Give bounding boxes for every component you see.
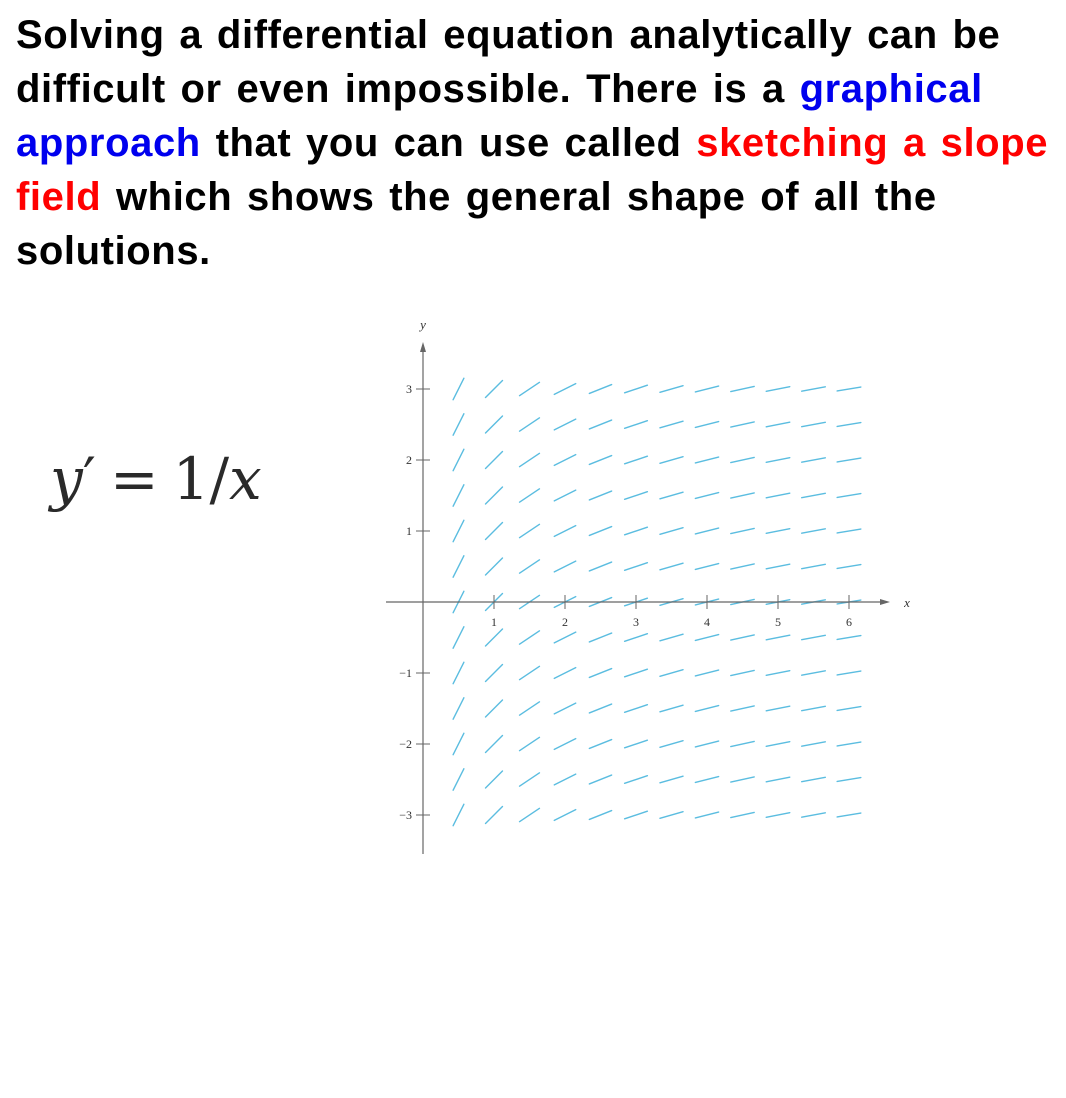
slope-segment — [766, 671, 790, 676]
slope-segment — [802, 458, 826, 462]
slope-segment — [660, 705, 683, 712]
slope-segment — [625, 634, 648, 642]
slope-segment — [695, 812, 718, 818]
slope-segment — [520, 702, 540, 715]
slope-segment — [802, 742, 826, 746]
slope-segment — [766, 387, 790, 392]
slope-segment — [520, 808, 540, 821]
slope-segment — [589, 811, 611, 820]
equation-prime: ′ — [82, 445, 96, 513]
slope-segment — [589, 704, 611, 713]
equation-rhs — [173, 445, 262, 513]
slope-segment — [731, 422, 754, 427]
y-tick-label: 3 — [406, 382, 412, 396]
slope-segment — [453, 449, 464, 470]
slope-segment — [554, 490, 575, 501]
intro-sentence-1: Solving a differential equation analytically can be difficult or even impossible. — [16, 13, 1001, 111]
intro-paragraph — [16, 8, 1056, 278]
y-axis-label: y — [420, 317, 426, 332]
slope-segment — [837, 671, 861, 675]
equation-operator: = — [109, 445, 159, 513]
slope-segment — [486, 700, 503, 717]
slope-segment — [625, 563, 648, 571]
slope-segment — [589, 491, 611, 500]
slope-segment — [554, 739, 575, 750]
slope-segment — [660, 776, 683, 783]
slope-segment — [837, 494, 861, 498]
slope-field-chart — [380, 312, 940, 862]
slope-segment — [802, 635, 826, 639]
slope-segment — [731, 457, 754, 462]
slope-segment — [589, 456, 611, 465]
slope-segment — [625, 705, 648, 713]
slope-segment — [660, 492, 683, 499]
slope-segment — [660, 812, 683, 819]
slope-segment — [554, 632, 575, 643]
slope-segment — [486, 558, 503, 575]
slope-segment — [625, 669, 648, 677]
differential-equation — [50, 444, 262, 514]
slope-segment — [625, 527, 648, 535]
slope-segment — [625, 456, 648, 464]
slope-segment — [453, 627, 464, 648]
slope-segment — [453, 378, 464, 399]
slope-segment — [766, 742, 790, 747]
slope-segment — [520, 631, 540, 644]
slope-segment — [453, 698, 464, 719]
slope-segment — [837, 458, 861, 462]
slope-segment — [731, 706, 754, 711]
slope-segment — [520, 666, 540, 679]
slope-segment — [486, 736, 503, 753]
intro-sentence-2-middle: that you can use called — [215, 121, 682, 165]
slope-segment — [766, 529, 790, 534]
slope-segment — [625, 421, 648, 429]
slope-segment — [731, 777, 754, 782]
slope-segment — [766, 813, 790, 818]
slope-segment — [486, 807, 503, 824]
slope-segment — [802, 706, 826, 710]
slope-segment — [731, 812, 754, 817]
slope-segment — [802, 564, 826, 568]
intro-sentence-2-end: which shows the general shape of all the solutions. — [16, 175, 937, 273]
y-axis-arrow — [420, 342, 426, 352]
slope-segment — [520, 489, 540, 502]
slope-segment — [625, 385, 648, 393]
equation-rhs-numerator: 1/ — [172, 445, 230, 513]
slope-segment — [660, 386, 683, 393]
x-tick-label: 5 — [775, 615, 781, 629]
slope-segment — [453, 804, 464, 825]
slope-segment — [837, 565, 861, 569]
slope-segment — [554, 774, 575, 785]
slope-segment — [731, 528, 754, 533]
slope-segment — [695, 457, 718, 463]
slope-segment — [695, 422, 718, 428]
slope-segment — [802, 529, 826, 533]
slope-segment — [486, 665, 503, 682]
slope-segment — [695, 386, 718, 392]
slope-segment — [589, 527, 611, 536]
slope-segment — [802, 422, 826, 426]
slope-segment — [766, 458, 790, 463]
y-tick-label: −1 — [399, 666, 412, 680]
slope-segment — [486, 416, 503, 433]
y-tick-label: 2 — [406, 453, 412, 467]
slope-segment — [695, 670, 718, 676]
slope-segment — [837, 529, 861, 533]
x-tick-label: 6 — [846, 615, 852, 629]
slope-segment — [766, 493, 790, 498]
slope-segment — [554, 419, 575, 430]
slope-segment — [625, 492, 648, 500]
slope-segment — [695, 493, 718, 499]
slope-segment — [520, 737, 540, 750]
slope-segment — [554, 526, 575, 537]
slope-segment — [695, 741, 718, 747]
slope-segment — [695, 706, 718, 712]
slope-segment — [766, 564, 790, 569]
slope-segment — [660, 634, 683, 641]
slope-segment — [625, 776, 648, 784]
slope-segment — [837, 742, 861, 746]
slope-segment — [731, 670, 754, 675]
slope-segment — [695, 528, 718, 534]
slope-segment — [486, 771, 503, 788]
slope-segment — [554, 561, 575, 572]
slope-segment — [453, 520, 464, 541]
slope-segment — [766, 635, 790, 640]
slope-segment — [520, 453, 540, 466]
slope-segment — [520, 418, 540, 431]
slope-segment — [837, 778, 861, 782]
slope-segment — [695, 777, 718, 783]
x-tick-label: 3 — [633, 615, 639, 629]
slope-segment — [766, 706, 790, 711]
slope-segment — [766, 777, 790, 782]
slope-segment — [486, 629, 503, 646]
slope-segment — [554, 384, 575, 395]
slope-field-highlight: sketching a slope field — [16, 121, 1049, 219]
slope-segment — [589, 775, 611, 784]
slope-segment — [453, 556, 464, 577]
slope-segment — [837, 707, 861, 711]
x-tick-label: 2 — [562, 615, 568, 629]
slope-segment — [625, 740, 648, 748]
slope-segment — [589, 562, 611, 571]
x-tick-label: 1 — [491, 615, 497, 629]
x-tick-label: 4 — [704, 615, 710, 629]
x-axis-label: x — [904, 595, 910, 610]
slope-segment — [731, 741, 754, 746]
chart-labels — [399, 317, 910, 822]
slope-segment — [660, 421, 683, 428]
slope-segment — [486, 452, 503, 469]
slope-segment — [554, 703, 575, 714]
slope-segment — [802, 493, 826, 497]
slope-segment — [589, 385, 611, 394]
slope-segment — [695, 564, 718, 570]
slope-segment — [486, 381, 503, 398]
slope-segment — [625, 811, 648, 819]
slope-segment — [695, 635, 718, 641]
slope-segment — [554, 455, 575, 466]
y-tick-label: −3 — [399, 808, 412, 822]
slope-segment — [731, 386, 754, 391]
slope-segment — [766, 422, 790, 427]
slope-segment — [520, 773, 540, 786]
slope-segment — [731, 493, 754, 498]
slope-segment — [589, 633, 611, 642]
slope-segment — [731, 564, 754, 569]
slope-segment — [660, 457, 683, 464]
equation-lhs: y — [50, 445, 83, 513]
slope-segment — [589, 420, 611, 429]
slope-segment — [554, 668, 575, 679]
x-axis-arrow — [880, 599, 890, 605]
slope-segment — [589, 740, 611, 749]
slope-segment — [589, 669, 611, 678]
slope-segment — [802, 813, 826, 817]
y-tick-label: −2 — [399, 737, 412, 751]
y-tick-label: 1 — [406, 524, 412, 538]
slope-segment — [453, 485, 464, 506]
slope-segment — [486, 523, 503, 540]
slope-segment — [660, 528, 683, 535]
slope-segment — [453, 662, 464, 683]
slope-segment — [837, 387, 861, 391]
equation-rhs-variable: x — [229, 445, 262, 513]
slope-segment — [802, 671, 826, 675]
slope-segment — [837, 813, 861, 817]
slope-segment — [554, 810, 575, 821]
slope-segment — [660, 741, 683, 748]
slope-segment — [453, 414, 464, 435]
slope-segment — [520, 560, 540, 573]
slope-segment — [802, 387, 826, 391]
slope-segment — [802, 777, 826, 781]
slope-segment — [486, 487, 503, 504]
slope-segment — [837, 636, 861, 640]
slope-segment — [520, 382, 540, 395]
slope-segment — [731, 635, 754, 640]
slope-segment — [453, 733, 464, 754]
slope-segment — [660, 670, 683, 677]
slope-segment — [837, 423, 861, 427]
intro-sentence-2-start: There is a — [586, 67, 785, 111]
slope-segment — [453, 769, 464, 790]
slope-segment — [660, 563, 683, 570]
graphical-approach-highlight: graphical approach — [16, 67, 983, 165]
slope-segment — [520, 524, 540, 537]
